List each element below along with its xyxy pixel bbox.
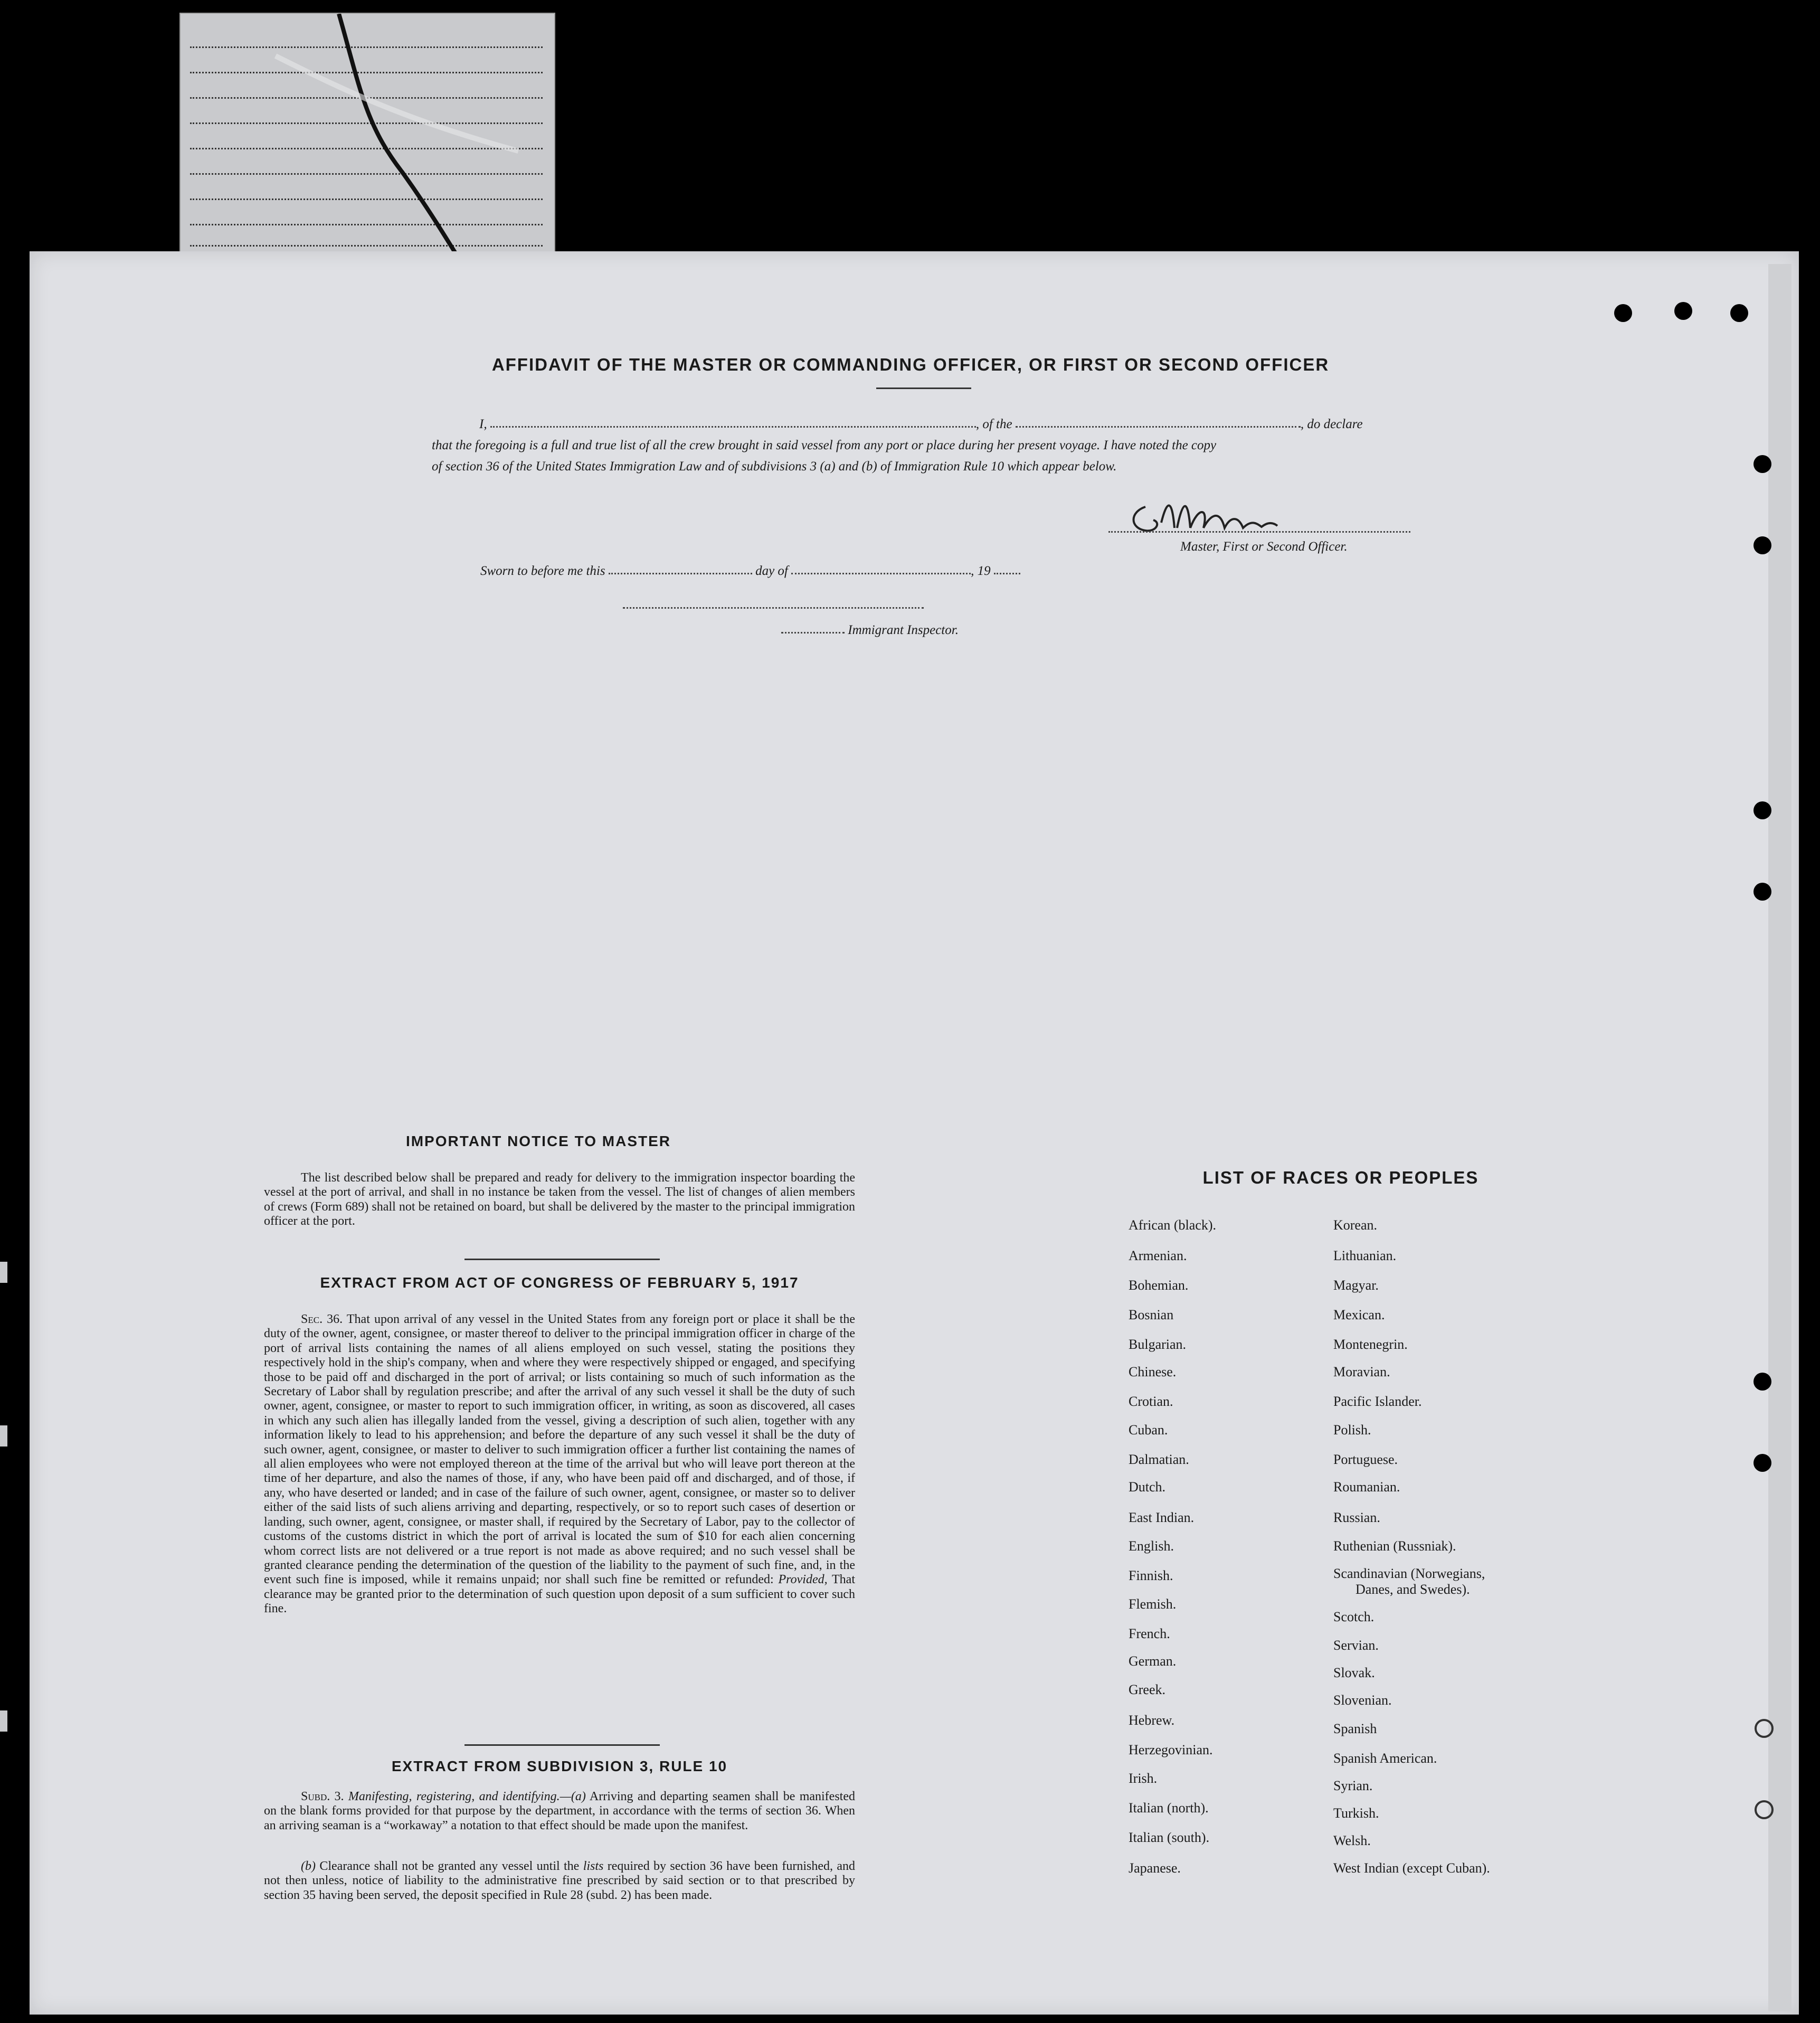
act-divider bbox=[465, 1744, 660, 1746]
rule-a-label: —(a) bbox=[560, 1790, 586, 1803]
race-item: Armenian. bbox=[1129, 1248, 1187, 1263]
race-item: Dalmatian. bbox=[1129, 1452, 1189, 1467]
punch-hole bbox=[1755, 1719, 1774, 1738]
punch-hole bbox=[1753, 455, 1771, 473]
race-item: Turkish. bbox=[1333, 1805, 1379, 1821]
punch-hole bbox=[1753, 1454, 1771, 1472]
affidavit-line-1 bbox=[479, 414, 1429, 435]
race-item: Montenegrin. bbox=[1333, 1337, 1408, 1352]
officer-signature bbox=[1124, 491, 1325, 544]
signature-caption: Master, First or Second Officer. bbox=[1180, 540, 1348, 554]
punch-hole bbox=[1674, 302, 1692, 320]
rule-b-label: (b) bbox=[301, 1859, 316, 1873]
race-item: Servian. bbox=[1333, 1638, 1379, 1653]
year-label: , 19 bbox=[971, 564, 991, 578]
race-item: Japanese. bbox=[1129, 1860, 1181, 1876]
race-item: Russian. bbox=[1333, 1510, 1380, 1525]
race-item: Syrian. bbox=[1333, 1778, 1373, 1793]
of-the-label: , of the bbox=[975, 417, 1012, 431]
race-item: Bohemian. bbox=[1129, 1278, 1189, 1293]
race-item: French. bbox=[1129, 1626, 1170, 1641]
inspector-caption: Immigrant Inspector. bbox=[848, 623, 959, 637]
rule-b-text bbox=[264, 1859, 855, 1903]
race-item: German. bbox=[1129, 1653, 1177, 1669]
rule-a-body: Arriving and departing seamen shall be manifested on the blank forms provided for that purpose by the department, in accordance with the terms of section 36. When an arriving seaman is a “workaway” a notation to that effect should be made upon the manifest. bbox=[264, 1790, 855, 1832]
name-blank bbox=[490, 423, 976, 428]
month-blank bbox=[791, 570, 971, 574]
inspector-signature-line bbox=[623, 607, 924, 609]
race-item: Lithuanian. bbox=[1333, 1248, 1397, 1263]
sworn-line bbox=[480, 561, 1378, 582]
punch-hole bbox=[1755, 1800, 1774, 1819]
year-blank bbox=[994, 570, 1020, 574]
race-item: Crotian. bbox=[1129, 1394, 1173, 1409]
race-item: Scandinavian (Norwegians, bbox=[1333, 1566, 1485, 1581]
act-body: That upon arrival of any vessel in the United States from any foreign port or place it shall be the duty of the owner, agent, consignee, or master thereof to deliver to the principal immigration officer in charge of the port of arrival lists containing the names of all aliens employed on such vessel, stating the positions they respectively hold in the ship's company, when and where they were respectively shipped or engaged, and specifying those to be paid off and discharged in the port of arrival; or lists containing so much of such information as the Secretary of Labor shall by regulation prescribe; and after the arrival of any such vessel it shall be the duty of such owner, agent, consignee, or master to report to such immigration officer, in writing, as soon as discovered, all cases in which any such alien has illegally landed from the vessel, giving a description of such alien, together with any information likely to lead to his apprehension; and before the departure of any such vessel it shall be the duty of such owner, agent, consignee, or master to deliver to such immigration officer a further list containing the names of all alien employees who were not employed thereon at the time of the arrival but who will leave port thereon at the time of her departure, and also the names of those, if any, who have been paid off and discharged, and of those, if any, who have deserted or landed; and in case of the failure of such owner, agent, consignee, or master so to deliver either of the said lists of such aliens arriving and departing, respectively, or so to report such cases of desertion or landing, such owner, agent, consignee, or master shall, if required by the Secretary of Labor, pay to the collector of customs of the customs district in which the port of arrival is located the sum of $10 for each alien concerning whom correct lists are not delivered or a true report is not made as above required; and no such vessel shall be granted clearance pending the determination of the question of the liability to the payment of such fine, and, in the event such fine is imposed, while it remains unpaid; nor shall such fine be remitted or refunded: bbox=[264, 1312, 856, 1587]
race-item: Italian (south). bbox=[1129, 1830, 1210, 1845]
races-title: LIST OF RACES OR PEOPLES bbox=[1202, 1168, 1479, 1187]
day-of-label: day of bbox=[755, 564, 788, 578]
race-item: Scotch. bbox=[1333, 1609, 1375, 1624]
sec-label: Sec. 36. bbox=[301, 1312, 343, 1326]
punch-hole bbox=[1753, 801, 1771, 819]
race-item: Dutch. bbox=[1129, 1479, 1166, 1495]
race-item: Moravian. bbox=[1333, 1364, 1390, 1379]
day-blank bbox=[609, 570, 752, 574]
race-item: Bulgarian. bbox=[1129, 1337, 1187, 1352]
race-item: Bosnian bbox=[1129, 1307, 1174, 1322]
race-item: Italian (north). bbox=[1129, 1800, 1209, 1816]
act-title: EXTRACT FROM ACT OF CONGRESS OF FEBRUARY 5, 1917 bbox=[320, 1274, 799, 1291]
inspector-blank bbox=[781, 629, 845, 634]
punch-hole bbox=[1730, 304, 1748, 322]
affidavit-title: AFFIDAVIT OF THE MASTER OR COMMANDING OFFICER, OR FIRST OR SECOND OFFICER bbox=[491, 355, 1330, 374]
inspector-line bbox=[781, 620, 1035, 641]
race-item: Magyar. bbox=[1333, 1278, 1379, 1293]
margin-mark bbox=[0, 1710, 7, 1732]
notice-title: IMPORTANT NOTICE TO MASTER bbox=[405, 1133, 671, 1149]
affidavit-line-2: that the foregoing is a full and true list of all the crew brought in said vessel from any port or place during her present voyage. I have noted the copy bbox=[432, 438, 1217, 452]
act-body-end: That clearance may be granted prior to the determination of such question upon deposit of a sum sufficient to cover such fine. bbox=[264, 1573, 855, 1616]
race-item: Pacific Islander. bbox=[1333, 1394, 1422, 1409]
attached-note-slip bbox=[179, 13, 555, 253]
race-item: Portuguese. bbox=[1333, 1452, 1398, 1467]
rule-b-lists: lists bbox=[583, 1859, 604, 1873]
race-item: Irish. bbox=[1129, 1771, 1158, 1786]
race-item: African (black). bbox=[1129, 1217, 1217, 1233]
race-item: Chinese. bbox=[1129, 1364, 1177, 1379]
race-item: Ruthenian (Russniak). bbox=[1333, 1538, 1456, 1554]
race-item: Finnish. bbox=[1129, 1568, 1173, 1583]
rule-b-body-2: required by section 36 have been furnished, and not then unless, notice of liability to the administrative fine prescribed by said section or to that prescribed by section 35 having been served, the deposit specified in Rule 28 (subd. 2) has been made. bbox=[264, 1859, 856, 1902]
punch-hole bbox=[1753, 1373, 1771, 1391]
subd-label: Subd. 3. bbox=[301, 1790, 344, 1803]
race-item: Polish. bbox=[1333, 1422, 1371, 1438]
rule-a-text bbox=[264, 1790, 855, 1833]
race-item: Herzegovinian. bbox=[1129, 1742, 1213, 1757]
i-label: I, bbox=[479, 417, 487, 431]
race-item: Greek. bbox=[1129, 1682, 1166, 1697]
margin-mark bbox=[0, 1262, 7, 1283]
race-item: West Indian (except Cuban). bbox=[1333, 1860, 1490, 1876]
sworn-label: Sworn to before me this bbox=[480, 564, 605, 578]
provided-label: Provided, bbox=[778, 1573, 828, 1587]
race-item: English. bbox=[1129, 1538, 1174, 1554]
slip-pen-strike bbox=[181, 14, 554, 252]
do-declare-label: , do declare bbox=[1300, 417, 1363, 431]
affidavit-line-3: of section 36 of the United States Immigration Law and of subdivisions 3 (a) and (b) of Immigration Rule 10 which appear below. bbox=[432, 459, 1117, 474]
race-item: Slovak. bbox=[1333, 1665, 1375, 1680]
rule-title: EXTRACT FROM SUBDIVISION 3, RULE 10 bbox=[391, 1758, 728, 1774]
race-item: Spanish bbox=[1333, 1721, 1377, 1736]
race-item: East Indian. bbox=[1129, 1510, 1195, 1525]
race-item: Cuban. bbox=[1129, 1422, 1168, 1438]
race-item: Spanish American. bbox=[1333, 1751, 1437, 1766]
notice-text: The list described below shall be prepared and ready for delivery to the immigration inspector boarding the vessel at the port of arrival, and shall in no instance be taken from the vessel. The list of changes of alien members of crews (Form 689) shall not be retained on board, but shall be delivered by the master to the principal immigration officer at the port. bbox=[264, 1171, 855, 1228]
vessel-blank bbox=[1016, 423, 1301, 428]
notice-divider bbox=[465, 1259, 660, 1260]
signature-line bbox=[1108, 531, 1410, 533]
race-item: Korean. bbox=[1333, 1217, 1378, 1233]
race-item: Roumanian. bbox=[1333, 1479, 1400, 1495]
act-text bbox=[264, 1312, 855, 1616]
punch-hole bbox=[1753, 536, 1771, 554]
margin-mark bbox=[0, 1425, 7, 1447]
sheet-edge bbox=[1768, 264, 1791, 2011]
race-item: Danes, and Swedes). bbox=[1355, 1582, 1470, 1597]
race-item: Mexican. bbox=[1333, 1307, 1385, 1322]
punch-hole bbox=[1753, 883, 1771, 901]
rule-b-body-1: Clearance shall not be granted any vessel until the bbox=[319, 1859, 580, 1873]
race-item: Welsh. bbox=[1333, 1833, 1371, 1848]
race-item: Flemish. bbox=[1129, 1596, 1177, 1612]
punch-hole bbox=[1614, 304, 1632, 322]
race-item: Hebrew. bbox=[1129, 1713, 1175, 1728]
rule-heading: Manifesting, registering, and identifying. bbox=[348, 1790, 560, 1803]
race-item: Slovenian. bbox=[1333, 1693, 1392, 1708]
title-underline bbox=[876, 387, 971, 389]
